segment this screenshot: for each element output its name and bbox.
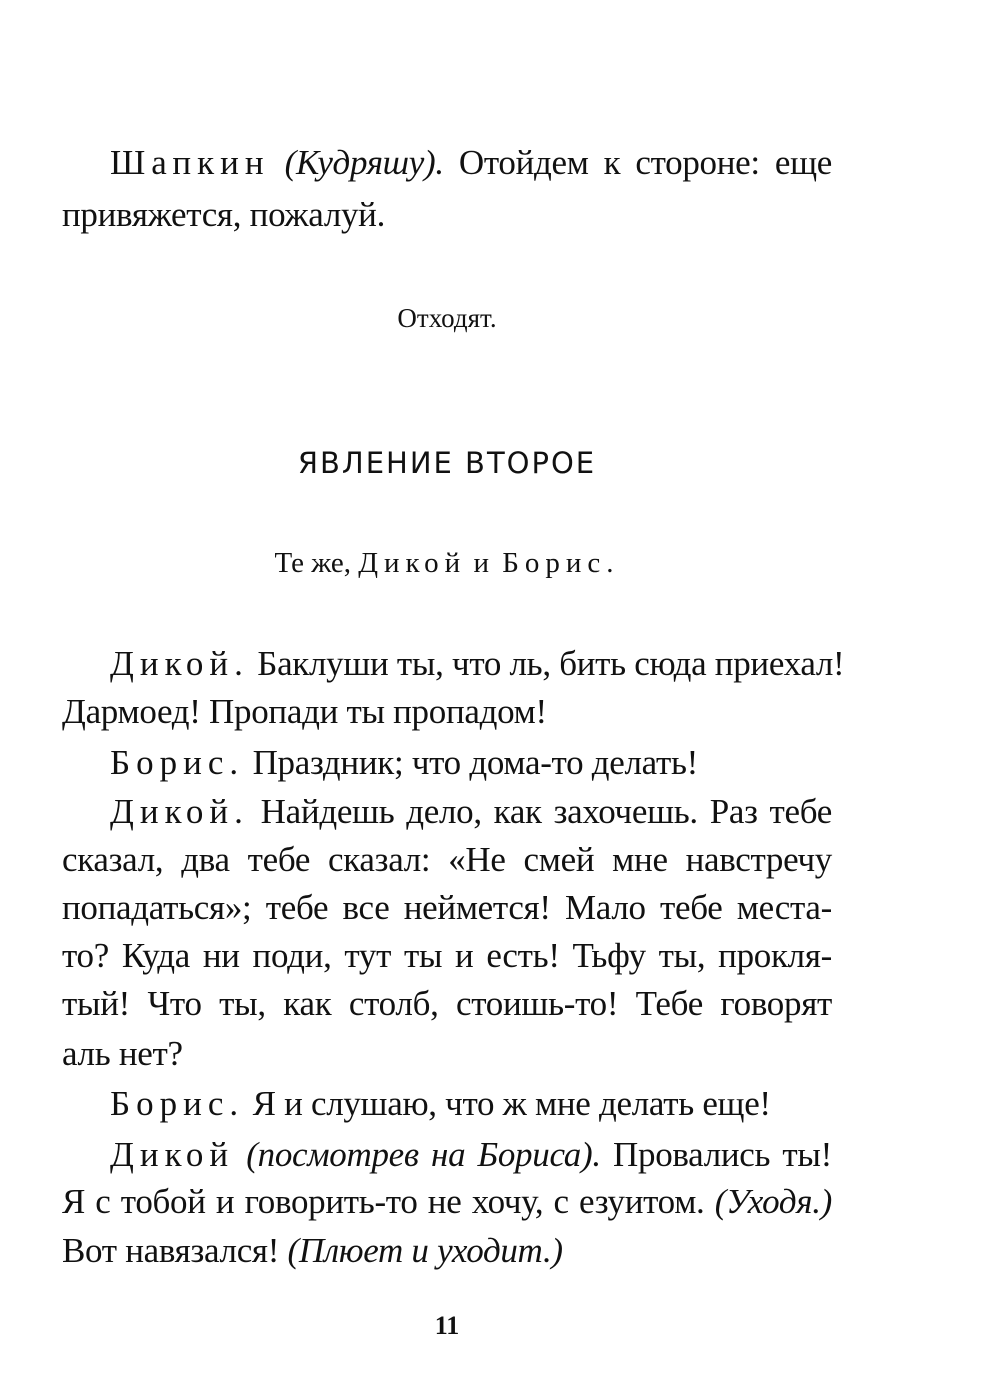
speaker-name: Борис.: [110, 743, 245, 782]
dikoy-1-line-1: [62, 640, 845, 687]
shapkin-line-2: привяжется, пожалуй.: [62, 195, 386, 234]
shapkin-line-1: [62, 139, 832, 186]
dikoy-2-line-6: аль нет?: [62, 1034, 183, 1073]
dikoy-2-line-5: тый! Что ты, как столб, стоишь-то! Тебе говорят: [62, 984, 832, 1023]
dikoy-3-line-2: [62, 1178, 832, 1225]
dikoy-1-line-2: Дармоед! Пропади ты пропадом!: [62, 692, 547, 731]
speaker-name: Дикой: [110, 1135, 235, 1174]
speaker-name: Дикой.: [110, 792, 249, 831]
stage-direction: (Плюет и уходит.): [287, 1231, 563, 1270]
exit-stage-direction: Отходят.: [397, 303, 497, 333]
dialogue-text: Найдешь дело, как захочешь. Раз тебе: [260, 792, 832, 831]
dikoy-3-line-3: [62, 1227, 832, 1274]
dialogue-text: Отойдем к стороне: еще: [458, 143, 833, 182]
stage-direction: (Кудряшу).: [284, 143, 444, 182]
dikoy-3-line-1: [62, 1131, 832, 1178]
stage-direction: (Уходя.): [714, 1182, 833, 1221]
dikoy-2-line-1: [62, 788, 832, 835]
dialogue-text: Я с тобой и говорить-то не хочу, с езуитом.: [62, 1182, 705, 1221]
stage-direction: (посмотрев на Бориса).: [246, 1135, 601, 1174]
cast-name-boris: Борис.: [502, 547, 620, 579]
cast-name-dikoy: Дикой: [358, 547, 467, 579]
speaker-name: Дикой.: [110, 644, 249, 683]
dialogue-text: Вот навязался!: [62, 1231, 280, 1270]
speaker-name: Борис.: [110, 1084, 245, 1123]
page-number: 11: [434, 1311, 460, 1340]
dialogue-text: Праздник; что дома-то делать!: [252, 743, 698, 782]
dialogue-text: Провались ты!: [613, 1135, 832, 1174]
dialogue-text: Я и слушаю, что ж мне делать еще!: [252, 1084, 771, 1123]
dikoy-2-line-4: то? Куда ни поди, тут ты и есть! Тьфу ты, прокля-: [62, 936, 832, 975]
boris-1-line-1: [62, 739, 832, 786]
book-page: [62, 0, 845, 1373]
cast-list: [62, 544, 832, 582]
boris-2-line-1: [62, 1080, 832, 1127]
cast-conjunction: и: [473, 547, 495, 579]
scene-heading: ЯВЛЕНИЕ ВТОРОЕ: [297, 446, 597, 480]
cast-prefix: Те же,: [274, 547, 351, 579]
dialogue-text: Баклуши ты, что ль, бить сюда приехал!: [257, 644, 845, 683]
dikoy-2-line-2: сказал, два тебе сказал: «Не смей мне навстречу: [62, 840, 832, 879]
speaker-name: Шапкин: [110, 143, 270, 182]
dikoy-2-line-3: попадаться»; тебе все неймется! Мало тебе места-: [62, 888, 832, 927]
